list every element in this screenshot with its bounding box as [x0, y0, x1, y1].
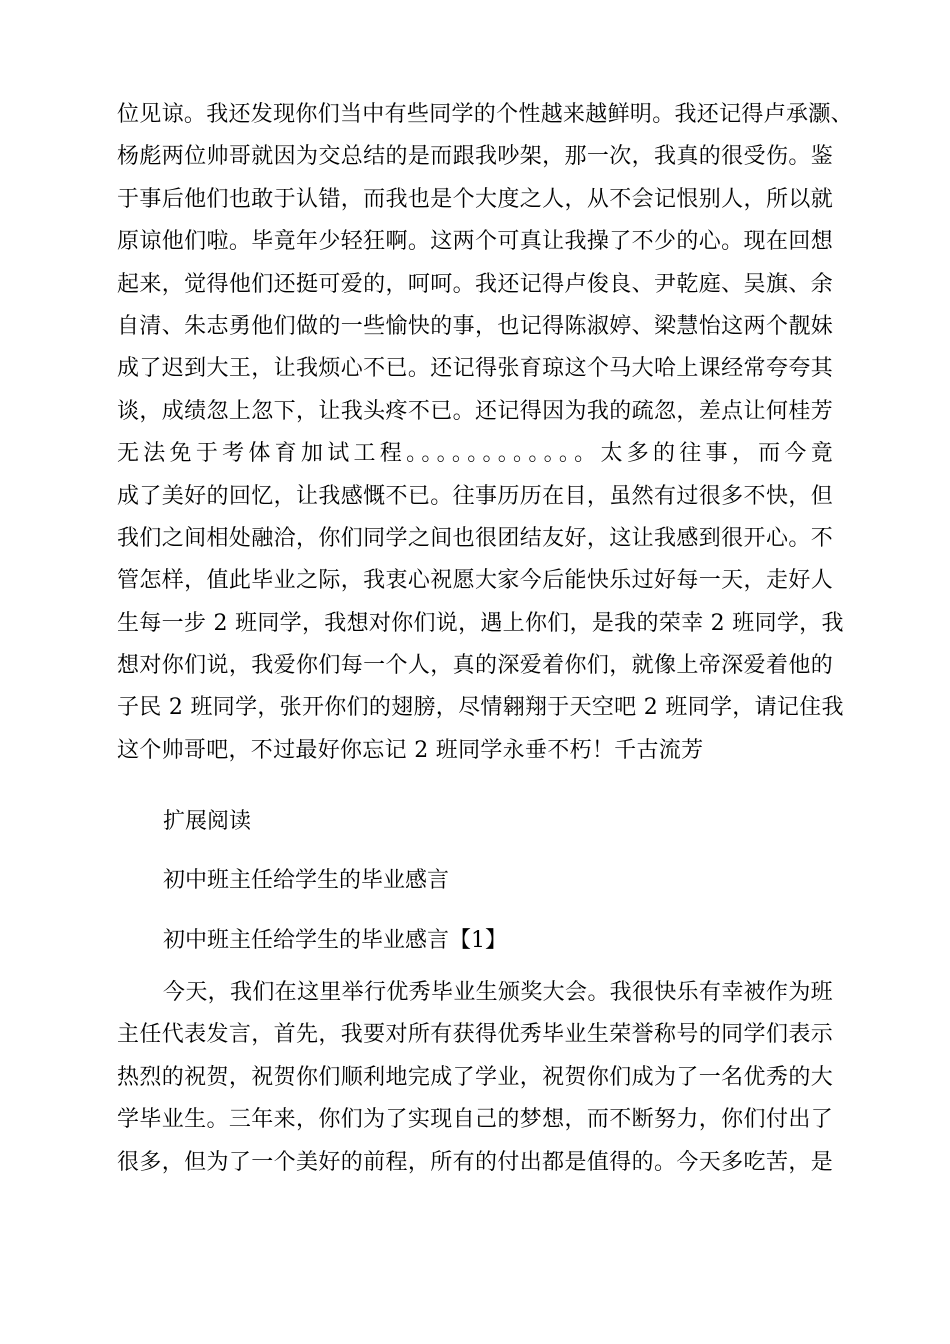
paragraph-line: 我们之间相处融洽，你们同学之间也很团结友好，这让我感到很开心。不: [117, 525, 833, 551]
paragraph-line: 成了迟到大王，让我烦心不已。还记得张育琼这个马大哈上课经常夸夸其: [117, 356, 833, 382]
paragraph-line: 位见谅。我还发现你们当中有些同学的个性越来越鲜明。我还记得卢承灏、: [117, 102, 853, 127]
paragraph-farewell-memories: [117, 94, 853, 772]
paragraph-line: 成了美好的回忆，让我感慨不已。往事历历在目，虽然有过很多不快，但: [117, 483, 833, 509]
paragraph-line: 想对你们说，我爱你们每一个人，真的深爱着你们，就像上帝深爱着他的: [117, 653, 833, 679]
paragraph-line: 热烈的祝贺，祝贺你们顺利地完成了学业，祝贺你们成为了一名优秀的大: [117, 1064, 833, 1090]
paragraph-line: 很多，但为了一个美好的前程，所有的付出都是值得的。今天多吃苦，是: [117, 1149, 833, 1175]
extended-reading-heading: 扩展阅读: [163, 809, 252, 834]
paragraph-award-speech: [117, 972, 833, 1184]
paragraph-line: 杨彪两位帅哥就因为交总结的是而跟我吵架，那一次，我真的很受伤。鉴: [117, 144, 833, 170]
article-title: 初中班主任给学生的毕业感言: [163, 868, 450, 893]
paragraph-line: 起来，觉得他们还挺可爱的，呵呵。我还记得卢俊良、尹乾庭、吴旗、余: [117, 271, 833, 297]
section-title: 初中班主任给学生的毕业感言【1】: [163, 928, 507, 953]
paragraph-line: 这个帅哥吧，不过最好你忘记 2 班同学永垂不朽！千古流芳: [117, 737, 704, 763]
paragraph-line: 无法免于考体育加试工程。。。。。。。。。。。。太多的往事，而今竟: [117, 441, 833, 467]
paragraph-line: 管怎样，值此毕业之际，我衷心祝愿大家今后能快乐过好每一天，走好人: [117, 568, 833, 594]
paragraph-line: 主任代表发言，首先，我要对所有获得优秀毕业生荣誉称号的同学们表示: [117, 1022, 833, 1048]
paragraph-line: 于事后他们也敢于认错，而我也是个大度之人，从不会记恨别人，所以就: [117, 186, 833, 212]
paragraph-line: 自清、朱志勇他们做的一些愉快的事，也记得陈淑婷、梁慧怡这两个靓妹: [117, 313, 833, 339]
paragraph-line: 生每一步 2 班同学，我想对你们说，遇上你们，是我的荣幸 2 班同学，我: [117, 610, 844, 636]
paragraph-line: 子民 2 班同学，张开你们的翅膀，尽情翱翔于天空吧 2 班同学，请记住我: [117, 695, 844, 721]
paragraph-line: 原谅他们啦。毕竟年少轻狂啊。这两个可真让我操了不少的心。现在回想: [117, 229, 833, 255]
paragraph-line: 谈，成绩忽上忽下，让我头疼不已。还记得因为我的疏忽，差点让何桂芳: [117, 398, 833, 424]
paragraph-line: 今天，我们在这里举行优秀毕业生颁奖大会。我很快乐有幸被作为班: [163, 980, 833, 1005]
paragraph-line: 学毕业生。三年来，你们为了实现自己的梦想，而不断努力，你们付出了: [117, 1107, 833, 1133]
